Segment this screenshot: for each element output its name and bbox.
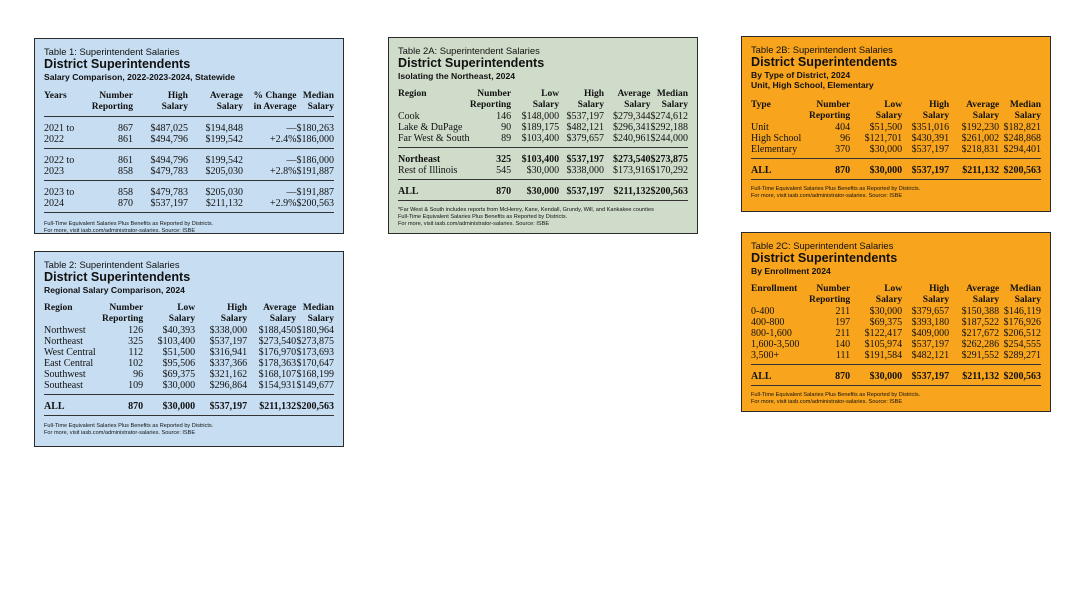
table-row: Cook 146 $148,000 $537,197 $279,344 $274,612 [398, 111, 688, 122]
table-row: 0-400 211 $30,000 $379,657 $150,388 $146,119 [751, 306, 1041, 317]
col-header: Median Salary [1009, 284, 1041, 305]
northeast-row: Northeast 325 $103,400 $537,197 $273,540 $273,875 [398, 154, 688, 165]
table-row: West Central 112 $51,500 $316,941 $176,970 $173,693 [44, 347, 334, 358]
table-title: District Superintendents [44, 270, 191, 284]
col-header: Average Salary [617, 89, 651, 110]
table-title: District Superintendents [398, 56, 545, 70]
table-row: Elementary 370 $30,000 $537,197 $218,831 $294,401 [751, 144, 1041, 155]
total-row: ALL 870 $30,000 $537,197 $211,132 $200,563 [751, 371, 1041, 382]
col-header: Median Salary [302, 91, 334, 112]
col-header: Average Salary [263, 303, 297, 324]
table-row: High School 96 $121,701 $430,391 $261,002 $248,868 [751, 133, 1041, 144]
salary-table [44, 297, 334, 416]
col-header: Median Salary [1009, 100, 1041, 121]
table-2c-panel [741, 232, 1051, 412]
table-row: Rest of Illinois 545 $30,000 $338,000 $173,916 $170,292 [398, 165, 688, 176]
col-header: % Change in Average [253, 91, 297, 112]
col-header: Region [44, 303, 73, 313]
col-header: High Salary [577, 89, 604, 110]
col-header: Low Salary [875, 284, 903, 305]
total-row: ALL 870 $30,000 $537,197 $211,132 $200,563 [398, 186, 688, 197]
table-caption: Table 1: Superintendent Salaries [44, 46, 180, 57]
table-footnote: Full-Time Equivalent Salaries Plus Benefits as Reported by Districts. For more, visit iasb.com/administrator-salaries. Source: ISBE [44, 423, 214, 436]
col-header: Type [751, 100, 771, 110]
table-row: Far West & South 89 $103,400 $379,657 $240,961 $244,000 [398, 133, 688, 144]
col-header: Number Reporting [809, 100, 851, 121]
col-header: Number Reporting [91, 91, 133, 112]
table-1-panel [34, 38, 344, 234]
total-row: ALL 870 $30,000 $537,197 $211,132 $200,563 [751, 165, 1041, 176]
table-row: 1,600-3,500 140 $105,974 $537,197 $262,286 $254,555 [751, 339, 1041, 350]
table-footnote: Full-Time Equivalent Salaries Plus Benefits as Reported by Districts. For more, visit iasb.com/administrator-salaries. Source: ISBE [751, 186, 921, 199]
col-header: Average Salary [966, 284, 1000, 305]
header-row [44, 85, 334, 113]
table-row: Lake & DuPage 90 $189,175 $482,121 $296,341 $292,188 [398, 122, 688, 133]
table-subtitle: Isolating the Northeast, 2024 [398, 71, 516, 81]
table-row: East Central 102 $95,506 $337,366 $178,363 $170,647 [44, 358, 334, 369]
table-subtitle: Regional Salary Comparison, 2024 [44, 285, 185, 295]
table-row: Unit 404 $51,500 $351,016 $192,230 $182,821 [751, 122, 1041, 133]
table-2b-panel [741, 36, 1051, 212]
header-row [751, 94, 1041, 122]
table-row: 800-1,600 211 $122,417 $409,000 $217,672 $206,512 [751, 328, 1041, 339]
col-header: High Salary [220, 303, 248, 324]
col-header: Low Salary [532, 89, 560, 110]
table-caption: Table 2B: Superintendent Salaries [751, 44, 893, 55]
salary-table [44, 85, 334, 213]
table-title: District Superintendents [751, 251, 898, 265]
col-header: Average Salary [209, 91, 243, 112]
salary-table [398, 83, 688, 201]
table-row: 2021 to 867 $487,025 $194,848 — $180,263 [44, 123, 334, 134]
salary-table [751, 94, 1041, 180]
table-row: 2024 870 $537,197 $211,132 +2.9% $200,563 [44, 198, 334, 209]
col-header: Region [398, 89, 427, 99]
salary-table [751, 278, 1041, 386]
header-row [44, 297, 334, 325]
table-subtitle: Unit, High School, Elementary [751, 80, 874, 90]
header-row [751, 278, 1041, 306]
col-header: Average Salary [966, 100, 1000, 121]
table-subtitle: By Enrollment 2024 [751, 266, 831, 276]
table-row: 2023 to 858 $479,783 $205,030 — $191,887 [44, 187, 334, 198]
table-row: 3,500+ 111 $191,584 $482,121 $291,552 $289,271 [751, 350, 1041, 361]
table-footnote: Full-Time Equivalent Salaries Plus Benefits as Reported by Districts. For more, visit iasb.com/administrator-salaries. Source: ISBE [44, 221, 214, 234]
col-header: Number Reporting [809, 284, 851, 305]
table-row: Southwest 96 $69,375 $321,162 $168,107 $168,199 [44, 369, 334, 380]
table-subtitle: By Type of District, 2024 [751, 70, 851, 80]
header-row [398, 83, 688, 111]
table-2-panel [34, 251, 344, 447]
table-row: 2022 861 $494,796 $199,542 +2.4% $186,000 [44, 134, 334, 145]
col-header: Number Reporting [469, 89, 512, 110]
col-header: Low Salary [168, 303, 196, 324]
table-caption: Table 2C: Superintendent Salaries [751, 240, 894, 251]
table-row: Northwest 126 $40,393 $338,000 $188,450 $180,964 [44, 325, 334, 336]
col-header: Number Reporting [102, 303, 144, 324]
table-2a-panel [388, 37, 698, 234]
table-row: 2022 to 861 $494,796 $199,542 — $186,000 [44, 155, 334, 166]
table-row: Northeast 325 $103,400 $537,197 $273,540 $273,875 [44, 336, 334, 347]
col-header: High Salary [922, 284, 950, 305]
table-subtitle: Salary Comparison, 2022-2023-2024, Statewide [44, 72, 236, 82]
table-row: 400-800 197 $69,375 $393,180 $187,522 $176,926 [751, 317, 1041, 328]
table-caption: Table 2A: Superintendent Salaries [398, 45, 540, 56]
col-header: Low Salary [875, 100, 903, 121]
table-caption: Table 2: Superintendent Salaries [44, 259, 180, 270]
col-header: Median Salary [302, 303, 334, 324]
table-footnote: Full-Time Equivalent Salaries Plus Benefits as Reported by Districts. For more, visit iasb.com/administrator-salaries. Source: ISBE [751, 392, 921, 405]
col-header: Years [44, 91, 67, 101]
table-footnote: *Far West & South includes reports from McHenry, Kane, Kendall, Grundy, Will, and Kankakee counties Full-Time Equivalent Salaries Plus Benefits as Reported by Districts. For more, visit iasb.com/administrator-salaries. Source: ISBE [398, 207, 654, 227]
col-header: Median Salary [656, 89, 688, 110]
table-title: District Superintendents [44, 57, 191, 71]
table-row: Southeast 109 $30,000 $296,864 $154,931 $149,677 [44, 380, 334, 391]
table-title: District Superintendents [751, 55, 898, 69]
col-header: High Salary [922, 100, 950, 121]
col-header: Enrollment [751, 284, 798, 294]
col-header: High Salary [161, 91, 188, 112]
total-row: ALL 870 $30,000 $537,197 $211,132 $200,563 [44, 401, 334, 412]
table-row: 2023 858 $479,783 $205,030 +2.8% $191,887 [44, 166, 334, 177]
